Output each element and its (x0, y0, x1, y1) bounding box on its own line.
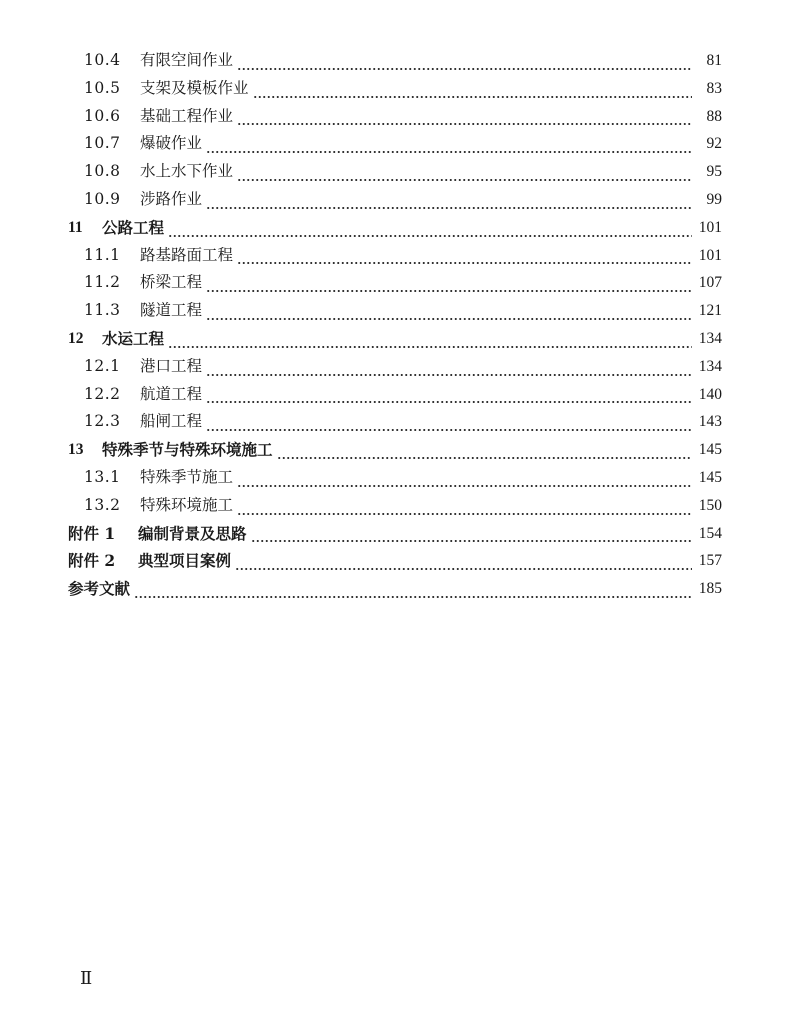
toc-chapter-title: 水运工程 (102, 328, 165, 348)
toc-entry-title: 基础工程作业 (140, 106, 234, 125)
toc-references-title: 参考文献 (68, 579, 131, 599)
toc-chapter-page: 134 (698, 329, 722, 347)
toc-entry-title: 有限空间作业 (140, 51, 234, 69)
toc-entry[interactable] (68, 158, 722, 186)
toc-chapter[interactable] (68, 214, 722, 242)
dot-leader (134, 583, 692, 599)
toc-references-page: 185 (698, 580, 722, 598)
toc-entry-title: 水上水下作业 (140, 162, 234, 181)
dot-leader (237, 55, 692, 71)
toc-entry[interactable] (68, 103, 722, 131)
toc-entry-number: 13.1 (84, 467, 121, 486)
toc-entry-number: 11.3 (84, 301, 121, 320)
toc-entry-page: 145 (698, 468, 722, 486)
toc-entry-number: 11.2 (84, 273, 121, 292)
toc-entry-number: 12.1 (84, 356, 121, 375)
toc-entry-title: 涉路作业 (140, 189, 203, 208)
toc-entry-page: 88 (706, 107, 722, 125)
toc-entry-page: 99 (706, 190, 722, 208)
toc-entry-number: 13.2 (84, 495, 121, 514)
toc-appendix-number: 附件 2 (68, 551, 116, 571)
toc-entry-title: 隧道工程 (140, 301, 203, 320)
toc-entry[interactable] (68, 186, 722, 214)
toc-entry-title: 船闸工程 (140, 412, 203, 431)
dot-leader (206, 305, 692, 321)
toc-entry-title: 爆破作业 (140, 134, 203, 153)
toc-entry[interactable] (68, 47, 722, 75)
toc-appendix-title: 典型项目案例 (138, 551, 232, 571)
toc-chapter-number: 13 (68, 441, 84, 459)
toc-chapter-title: 特殊季节与特殊环境施工 (102, 440, 273, 460)
toc-entry-number: 12.2 (84, 384, 121, 403)
toc-entry-number: 10.4 (84, 51, 121, 69)
toc-entry[interactable] (68, 130, 722, 158)
toc-entry-number: 10.8 (84, 162, 121, 181)
dot-leader (237, 110, 692, 126)
toc-entry-number: 11.1 (84, 245, 121, 264)
toc-entry-number: 10.5 (84, 78, 121, 97)
toc-chapter-page: 145 (698, 441, 722, 459)
toc-entry-title: 航道工程 (140, 384, 203, 403)
toc-entry[interactable] (68, 381, 722, 409)
toc-appendix-title: 编制背景及思路 (138, 523, 247, 543)
toc-entry[interactable] (68, 242, 722, 270)
toc-entry[interactable] (68, 492, 722, 520)
dot-leader (277, 444, 692, 460)
toc-entry-page: 92 (706, 135, 722, 153)
toc-entry-page: 95 (706, 163, 722, 181)
toc-entry[interactable] (68, 75, 722, 103)
toc-entry[interactable] (68, 269, 722, 297)
dot-leader (206, 194, 692, 210)
toc-entry-page: 121 (698, 302, 722, 320)
toc-entry-page: 81 (706, 52, 722, 69)
toc-chapter-number: 12 (68, 329, 84, 347)
dot-leader (237, 500, 692, 516)
dot-leader (237, 166, 692, 182)
toc-entry[interactable] (68, 408, 722, 436)
toc-entry-number: 10.7 (84, 134, 121, 153)
toc-entry-title: 路基路面工程 (140, 245, 234, 264)
toc-entry[interactable] (68, 353, 722, 381)
toc-chapter[interactable] (68, 325, 722, 353)
toc-appendix[interactable] (68, 520, 722, 548)
dot-leader (206, 138, 692, 154)
toc-entry-number: 10.9 (84, 189, 121, 208)
dot-leader (206, 361, 692, 377)
dot-leader (168, 333, 692, 349)
dot-leader (251, 527, 692, 543)
toc-chapter-title: 公路工程 (102, 217, 165, 237)
toc-entry-title: 特殊环境施工 (140, 495, 234, 514)
dot-leader (206, 277, 692, 293)
toc-appendix-page: 157 (698, 552, 722, 570)
toc-chapter[interactable] (68, 436, 722, 464)
toc-entry-title: 特殊季节施工 (140, 467, 234, 486)
toc-entry-number: 10.6 (84, 106, 121, 125)
toc-appendix-number: 附件 1 (68, 523, 116, 543)
toc-chapter-page: 101 (698, 218, 722, 236)
dot-leader (168, 222, 692, 238)
toc-entry-page: 140 (698, 385, 722, 403)
toc-chapter-number: 11 (68, 218, 83, 236)
toc-appendix-page: 154 (698, 524, 722, 542)
toc-entry-page: 101 (698, 246, 722, 264)
toc-entry-page: 134 (698, 357, 722, 375)
toc-entry-title: 桥梁工程 (140, 273, 203, 292)
dot-leader (237, 472, 692, 488)
toc-entry-page: 143 (698, 413, 722, 431)
toc-entry-title: 港口工程 (140, 356, 203, 375)
table-of-contents (68, 47, 722, 603)
dot-leader (206, 416, 692, 432)
dot-leader (235, 555, 692, 571)
toc-entry-page: 83 (706, 79, 722, 97)
toc-entry-page: 150 (698, 496, 722, 514)
toc-appendix[interactable] (68, 547, 722, 575)
toc-entry-title: 支架及模板作业 (140, 78, 249, 97)
dot-leader (237, 249, 692, 265)
toc-entry-number: 12.3 (84, 412, 121, 431)
dot-leader (206, 388, 692, 404)
page-folio: Ⅱ (80, 968, 91, 988)
dot-leader (253, 83, 692, 99)
toc-entry-page: 107 (698, 274, 722, 292)
toc-references[interactable] (68, 575, 722, 603)
toc-entry[interactable] (68, 464, 722, 492)
toc-entry[interactable] (68, 297, 722, 325)
